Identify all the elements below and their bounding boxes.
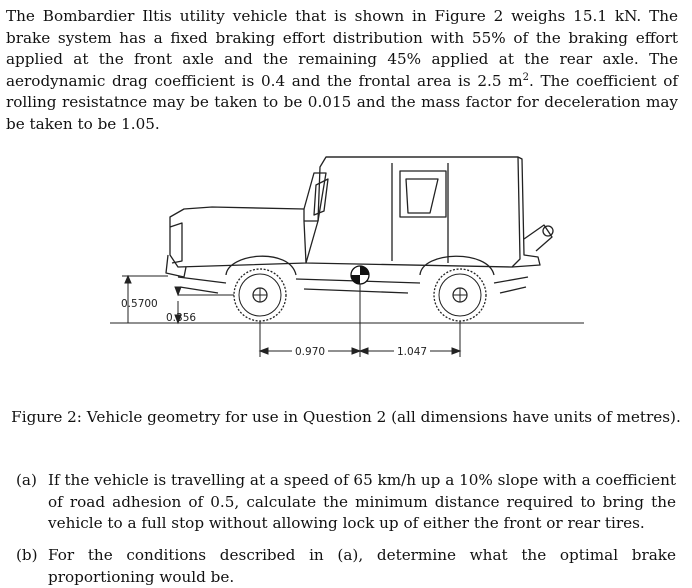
intro-text-end: . The coefficient of rolling resistatnce may be taken to be 0.015 and the mass factor for deceleration may be taken to be 1.05.	[6, 71, 679, 133]
cab-body	[306, 157, 520, 267]
intro-superscript: 2	[522, 71, 529, 83]
front-wheel	[234, 269, 286, 321]
question-a-text: If the vehicle is travelling at a speed of 65 km/h up a 10% slope with a coefficient of road adhesion of 0.5, calculate the minimum distance required to bring the vehicle to a full stop without allowing lock up of either the front or rear tires.	[48, 471, 676, 532]
question-b	[16, 545, 676, 588]
cg-symbol	[351, 266, 369, 284]
rear-wheel	[434, 269, 486, 321]
label-cg-to-rear: 1.047	[397, 346, 428, 358]
problem-statement	[6, 6, 678, 135]
front-bumper	[166, 255, 186, 277]
intro-text: The Bombardier Iltis utility vehicle that is shown in Figure 2 weighs 15.1 kN. The brake system has a fixed braking effort distribution with 55% of the braking effort applied at the front axle and the remaining 45% applied at the rear axle. The aerodynamic drag coefficient is 0.4 and the frontal area is 2.5 m	[6, 7, 678, 90]
label-height-axle: 0.356	[166, 312, 197, 324]
hood-outline	[170, 207, 306, 267]
label-front-to-cg: 0.970	[295, 346, 326, 358]
spare-bracket	[524, 225, 552, 251]
question-a-label: (a)	[16, 471, 37, 489]
question-b-label: (b)	[16, 546, 38, 564]
question-a	[16, 470, 676, 535]
label-height-cg: 0.5700	[121, 298, 158, 310]
windshield-inner	[314, 179, 328, 215]
rear-window-inner	[406, 179, 438, 213]
undercarriage	[180, 287, 526, 293]
dim-wheelbase	[260, 284, 460, 357]
question-b-text: For the conditions described in (a), determine what the optimal brake proportioning would be.	[48, 546, 676, 586]
vehicle-diagram	[108, 127, 588, 367]
figure-caption: Figure 2: Vehicle geometry for use in Question 2 (all dimensions have units of metres).	[11, 408, 681, 426]
